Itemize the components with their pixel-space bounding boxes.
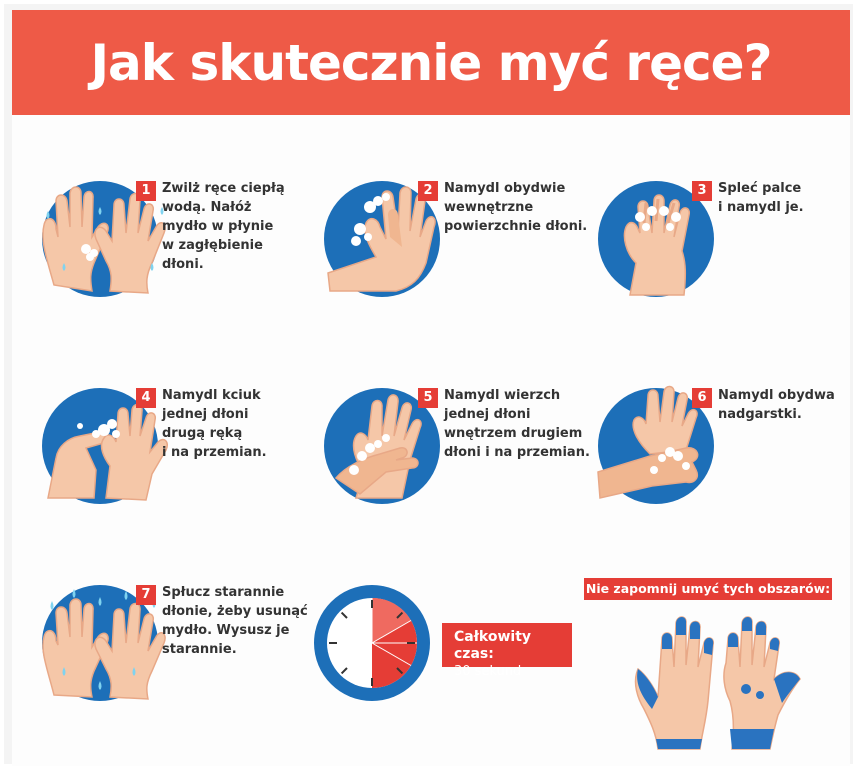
step-text: Namydl obydwie wewnętrzne powierzchnie dłoni. xyxy=(444,181,588,234)
step-number: 4 xyxy=(136,388,156,408)
step-1 xyxy=(42,181,312,311)
total-time-label: Całkowity czas: xyxy=(454,629,532,662)
page-title: Jak skutecznie myć ręce? xyxy=(90,33,772,92)
reminder-banner: Nie zapomnij umyć tych obszarów: xyxy=(584,578,832,600)
steps-area xyxy=(12,115,850,766)
step-6 xyxy=(598,388,857,518)
step-number: 2 xyxy=(418,181,438,201)
missed-areas-hands-icon xyxy=(628,609,808,759)
step-7 xyxy=(42,585,312,715)
step-text: Spleć palce i namydl je. xyxy=(718,181,804,215)
poster xyxy=(4,4,853,764)
step-5 xyxy=(324,388,594,518)
step-text: Spłucz starannie dłonie, żeby usunąć mydło. Wysusz je starannie. xyxy=(162,585,308,657)
total-time-box xyxy=(442,623,572,679)
step-number: 3 xyxy=(692,181,712,201)
step-text: Namydl obydwa nadgarstki. xyxy=(718,388,835,422)
step-text: Zwilż ręce ciepłą wodą. Nałóż mydło w płynie w zagłębienie dłoni. xyxy=(162,181,285,272)
step-2 xyxy=(324,181,594,311)
header-banner xyxy=(12,10,850,115)
step-number: 6 xyxy=(692,388,712,408)
step-text: Namydl wierzch jednej dłoni wnętrzem drugiem dłoni i na przemian. xyxy=(444,388,590,460)
timer-icon xyxy=(314,585,430,701)
step-4 xyxy=(42,388,312,518)
step-3 xyxy=(598,181,857,311)
step-text: Namydl kciuk jednej dłoni drugą ręką i na przemian. xyxy=(162,388,267,460)
step-number: 1 xyxy=(136,181,156,201)
step-number: 5 xyxy=(418,388,438,408)
step-number: 7 xyxy=(136,585,156,605)
total-time-value: 30 sekund xyxy=(454,664,522,679)
